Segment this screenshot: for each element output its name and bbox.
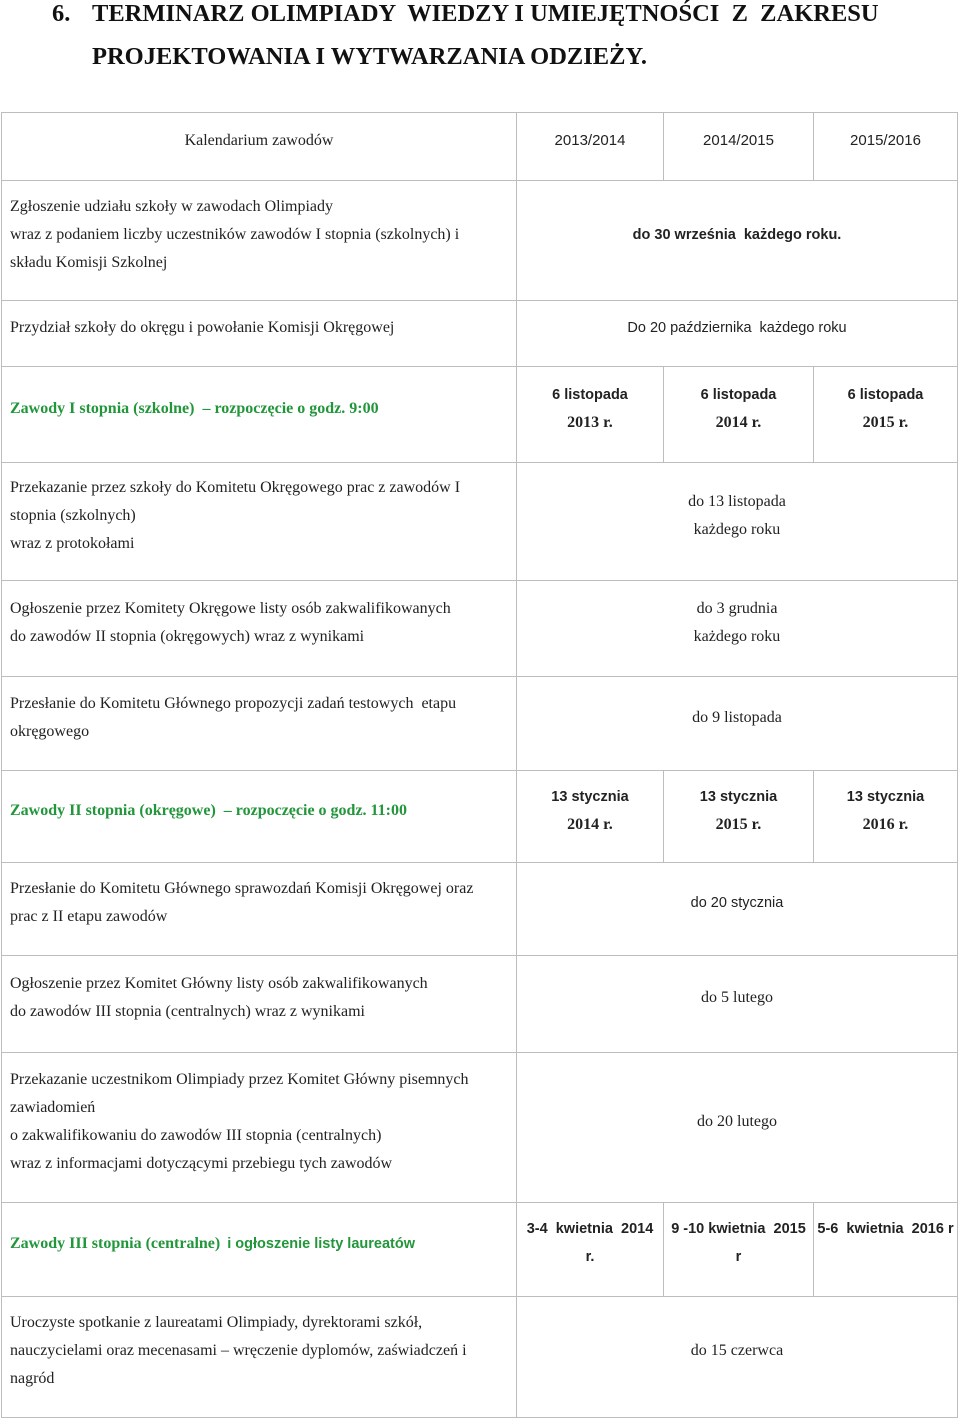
competition-stage-suffix: i ogłoszenie listy laureatów: [227, 1235, 415, 1252]
event-text-line: wraz z informacjami dotyczącymi przebiegu tych zawodów: [10, 1154, 393, 1172]
event-cell: [2, 863, 517, 955]
date-text-line: 3-4 kwietnia 2014: [526, 1221, 654, 1237]
event-text-line: zawiadomień: [10, 1098, 96, 1116]
event-cell: [2, 1053, 517, 1202]
event-text-line: stopnia (szkolnych): [10, 506, 136, 524]
deadline-text: do 20 stycznia: [690, 895, 784, 911]
event-text-line: Zgłoszenie udziału szkoły w zawodach Olimpiady: [10, 197, 334, 215]
header-cell-calendar: [2, 113, 517, 180]
deadline-text: do 13 listopada: [688, 492, 786, 510]
event-text-line: Przekazanie uczestnikom Olimpiady przez Komitet Główny pisemnych: [10, 1070, 469, 1088]
event-text-line: Przekazanie przez szkoły do Komitetu Okręgowego prac z zawodów I: [10, 478, 461, 496]
date-day: 13 stycznia: [699, 788, 778, 805]
event-cell: [2, 463, 517, 580]
section-title: [52, 0, 879, 71]
event-cell: [2, 677, 517, 770]
event-text-line: Przesłanie do Komitetu Głównego sprawozdań Komisji Okręgowej oraz: [10, 880, 474, 897]
date-text-line: r: [735, 1249, 742, 1265]
competition-stage-label: Zawody II stopnia (okręgowe) – rozpoczęcie o godz. 11:00: [10, 801, 407, 819]
competition-stage-name: Zawody III stopnia (centralne): [10, 1234, 221, 1252]
deadline-cell: [517, 1297, 957, 1417]
event-text-line: Ogłoszenie przez Komitety Okręgowe listy osób zakwalifikowanych: [10, 599, 451, 617]
event-cell: [2, 181, 517, 300]
event-cell: [2, 771, 517, 862]
event-cell: [2, 367, 517, 462]
event-cell: [2, 1297, 517, 1417]
date-text-line: r.: [585, 1249, 595, 1265]
deadline-text: do 3 grudnia: [696, 599, 778, 617]
event-cell: [2, 1203, 517, 1296]
date-year: 2013 r.: [567, 413, 613, 431]
table-row: [2, 181, 957, 301]
event-cell: [2, 956, 517, 1052]
event-text-line: Przydział szkoły do okręgu i powołanie Komisji Okręgowej: [10, 318, 395, 336]
date-year: 2014 r.: [567, 815, 613, 833]
section-title-text: [92, 0, 879, 71]
date-text-line: 9 -10 kwietnia 2015: [671, 1221, 806, 1237]
event-text-line: do zawodów III stopnia (centralnych) wraz z wynikami: [10, 1003, 365, 1020]
event-text-line: składu Komisji Szkolnej: [10, 253, 168, 271]
date-year: 2016 r.: [862, 815, 909, 833]
competition-stage-label: [10, 1230, 516, 1258]
date-year: 2015 r.: [862, 413, 909, 431]
table-row: [2, 956, 957, 1053]
table-row-stage-2: [2, 771, 957, 863]
competition-schedule-table: [1, 112, 958, 1418]
event-text-line: okręgowego: [10, 722, 90, 740]
deadline-cell: [517, 301, 957, 366]
deadline-text: do 20 lutego: [697, 1112, 777, 1130]
table-row: [2, 463, 957, 581]
date-cell-2013-2014: [517, 367, 664, 462]
header-cell-year-3: [814, 113, 957, 180]
table-row: [2, 301, 957, 367]
deadline-cell: [517, 581, 957, 676]
event-text-line: do zawodów II stopnia (okręgowych) wraz z wynikami: [10, 627, 365, 645]
event-text-line: prac z II etapu zawodów: [10, 908, 168, 925]
event-text-line: Ogłoszenie przez Komitet Główny listy osób zakwalifikowanych: [10, 975, 428, 992]
deadline-text: każdego roku: [693, 627, 781, 645]
date-cell-2014-2015: [664, 1203, 814, 1296]
deadline-cell: [517, 463, 957, 580]
date-cell-2013-2014: [517, 771, 664, 862]
column-header-year: 2013/2014: [554, 131, 626, 149]
competition-stage-label: Zawody I stopnia (szkolne) – rozpoczęcie o godz. 9:00: [10, 399, 379, 417]
deadline-text: do 9 listopada: [692, 708, 782, 726]
column-header-calendar: Kalendarium zawodów: [184, 131, 334, 149]
deadline-text: do 15 czerwca: [690, 1342, 784, 1359]
section-title-line-2: PROJEKTOWANIA I WYTWARZANIA ODZIEŻY.: [92, 43, 648, 70]
column-header-year: 2015/2016: [850, 131, 921, 149]
event-text-line: o zakwalifikowaniu do zawodów III stopnia (centralnych): [10, 1126, 382, 1144]
event-cell: [2, 581, 517, 676]
table-row: [2, 863, 957, 956]
table-row: [2, 1297, 957, 1417]
deadline-cell: [517, 863, 957, 955]
header-cell-year-2: [664, 113, 814, 180]
column-header-year: 2014/2015: [703, 131, 774, 149]
table-row: [2, 1053, 957, 1203]
date-cell-2014-2015: [664, 367, 814, 462]
table-row-stage-3: [2, 1203, 957, 1297]
event-text-line: wraz z podaniem liczby uczestników zawodów I stopnia (szkolnych) i: [10, 225, 460, 243]
deadline-cell: [517, 677, 957, 770]
event-text-line: Uroczyste spotkanie z laureatami Olimpiady, dyrektorami szkół,: [10, 1314, 423, 1331]
date-day: 6 listopada: [700, 386, 777, 403]
table-row-stage-1: [2, 367, 957, 463]
header-cell-year-1: [517, 113, 664, 180]
event-text-line: wraz z protokołami: [10, 534, 135, 552]
table-header-row: [2, 113, 957, 181]
deadline-text: do 30 września każdego roku.: [632, 226, 842, 243]
table-row: [2, 581, 957, 677]
section-number: 6.: [52, 0, 71, 27]
deadline-text: do 5 lutego: [701, 989, 773, 1006]
deadline-cell: [517, 181, 957, 300]
date-year: 2014 r.: [715, 413, 762, 431]
deadline-cell: [517, 956, 957, 1052]
date-day: 13 stycznia: [846, 788, 925, 805]
table-row: [2, 677, 957, 771]
event-text-line: Przesłanie do Komitetu Głównego propozycji zadań testowych etapu: [10, 694, 457, 712]
date-cell-2014-2015: [664, 771, 814, 862]
date-year: 2015 r.: [715, 815, 762, 833]
date-cell-2015-2016: [814, 771, 957, 862]
date-day: 6 listopada: [552, 386, 628, 403]
deadline-text: Do 20 października każdego roku: [627, 319, 847, 336]
date-day: 13 stycznia: [551, 788, 629, 805]
date-cell-2015-2016: [814, 1203, 957, 1296]
event-text-line: nauczycielami oraz mecenasami – wręczenie dyplomów, zaświadczeń i: [10, 1342, 467, 1359]
date-day: 6 listopada: [847, 386, 924, 403]
date-cell-2015-2016: [814, 367, 957, 462]
deadline-text: każdego roku: [693, 520, 781, 538]
section-title-line-1: TERMINARZ OLIMPIADY WIEDZY I UMIEJĘTNOŚCI Z ZAKRESU: [92, 0, 879, 27]
deadline-cell: [517, 1053, 957, 1202]
event-text-line: nagród: [10, 1370, 55, 1387]
date-cell-2013-2014: [517, 1203, 664, 1296]
date-text-line: 5-6 kwietnia 2016 r: [817, 1221, 954, 1237]
event-cell: [2, 301, 517, 366]
